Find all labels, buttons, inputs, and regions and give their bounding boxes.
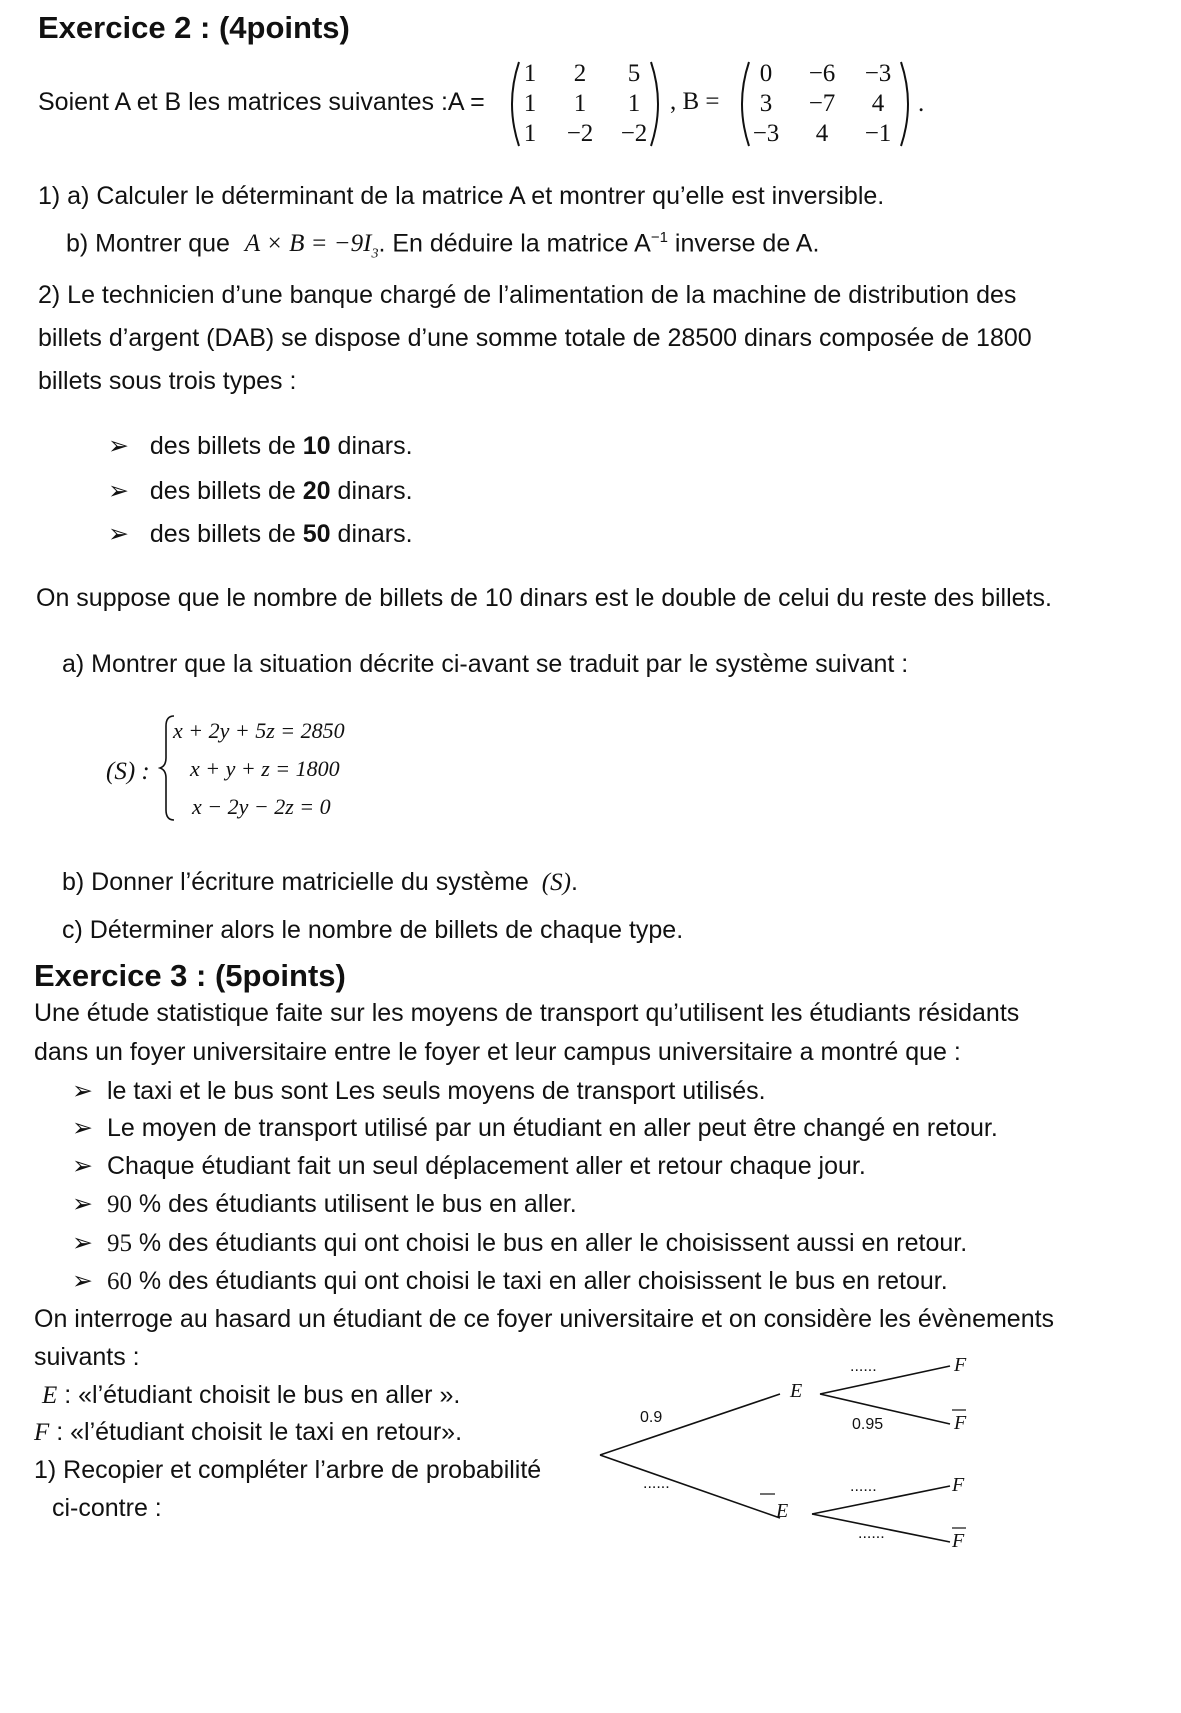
b-11: 0 [759, 60, 773, 87]
fact-text: Le moyen de transport utilisé par un étudiant en aller peut être changé en retour. [106, 1114, 998, 1142]
q1b-post: inverse de A. [667, 229, 820, 258]
q2b-end: . [570, 868, 578, 896]
matrix-b [735, 58, 915, 150]
system-eq-3: x − 2y − 2z = 0 [192, 794, 331, 819]
a-22: 1 [573, 90, 587, 117]
question-2-line-1: 2) Le technicien d’une banque chargé de l’alimentation de la machine de distribution des [38, 281, 1017, 309]
arrow-bullet-icon: ➢ [72, 1077, 93, 1105]
event-f-symbol: F [34, 1419, 50, 1446]
b-32: 4 [815, 120, 829, 147]
system-eq-2: x + y + z = 1800 [190, 756, 340, 781]
transport-fact-4 [72, 1189, 577, 1219]
q1b-sup: −1 [650, 229, 668, 246]
q1b-mid: . En déduire la matrice A [378, 229, 651, 258]
transport-fact-2 [72, 1113, 998, 1143]
question-1a: 1) a) Calculer le déterminant de la matrice A et montrer qu’elle est inversible. [38, 182, 885, 210]
b-23: 4 [871, 90, 885, 117]
question-2-line-3: billets sous trois types : [38, 367, 297, 395]
node-e: E [790, 1380, 803, 1402]
node-e-fbar: F [954, 1412, 967, 1434]
q1b-sub: 3 [371, 246, 379, 262]
prob-ebar: ...... [643, 1475, 670, 1492]
arrow-bullet-icon: ➢ [72, 1267, 93, 1295]
arrow-bullet-icon: ➢ [72, 1114, 93, 1142]
question-2b [62, 868, 578, 897]
fact-text: % des étudiants qui ont choisi le bus en aller le choisissent aussi en retour. [131, 1229, 968, 1257]
prob-e-f: ...... [850, 1358, 877, 1375]
exercise-3-title: Exercice 3 : (5points) [34, 958, 346, 993]
prob-ebar-fbar: ...... [858, 1525, 885, 1542]
node-ebar-fbar: F [952, 1530, 965, 1552]
arrow-bullet-icon: ➢ [72, 1152, 93, 1180]
arrow-bullet-icon: ➢ [108, 432, 129, 460]
a-21: 1 [523, 90, 537, 117]
arrow-bullet-icon: ➢ [72, 1229, 93, 1257]
bill-item-value: 20 [302, 477, 331, 505]
prob-e-fbar: 0.95 [852, 1416, 884, 1433]
q2b-system-symbol: (S) [541, 869, 571, 896]
arrow-bullet-icon: ➢ [108, 520, 129, 548]
bill-item-1 [108, 431, 413, 461]
matrices-end-dot: . [918, 90, 925, 117]
exercise-2-title: Exercice 2 : (4points) [38, 10, 350, 45]
branch-root-ebar [600, 1455, 780, 1518]
a-23: 1 [627, 90, 641, 117]
b-22: −7 [808, 90, 836, 117]
ex3-paragraph-1: Une étude statistique faite sur les moyens de transport qu’utilisent les étudiants résidants [34, 999, 1020, 1027]
b-13: −3 [864, 60, 892, 87]
branch-e-fbar [820, 1394, 950, 1424]
a-32: −2 [566, 120, 594, 147]
b-21: 3 [759, 90, 773, 117]
event-e-symbol: E [42, 1382, 58, 1409]
system-eq-1: x + 2y + 5z = 2850 [173, 718, 345, 743]
event-f-definition [34, 1418, 462, 1447]
fact-text: % des étudiants utilisent le bus en aller. [131, 1190, 577, 1218]
system-label: (S) : [106, 758, 150, 785]
bill-item-2 [108, 476, 413, 506]
a-11: 1 [523, 60, 537, 87]
event-e-definition [42, 1381, 460, 1410]
bill-item-text: des billets de [149, 477, 303, 505]
ex3-paragraph-4: suivants : [34, 1343, 140, 1371]
bill-item-value: 50 [302, 520, 331, 548]
arrow-bullet-icon: ➢ [72, 1190, 93, 1218]
transport-fact-5 [72, 1228, 967, 1258]
fact-percent: 90 [106, 1191, 132, 1218]
transport-fact-6 [72, 1266, 948, 1296]
branch-ebar-f [812, 1486, 950, 1514]
ex3-question-1-line-1: 1) Recopier et compléter l’arbre de probabilité [34, 1456, 542, 1484]
a-33: −2 [620, 120, 648, 147]
bill-item-text: des billets de [149, 520, 303, 548]
bill-item-unit: dinars. [330, 477, 413, 505]
transport-fact-1 [72, 1076, 766, 1106]
node-ebar: E [776, 1500, 789, 1522]
q1b-pre: b) Montrer que [66, 229, 230, 258]
b-equals: , B = [670, 88, 720, 115]
arrow-bullet-icon: ➢ [108, 477, 129, 505]
node-ebar-f: F [952, 1474, 965, 1496]
ex3-paragraph-3: On interroge au hasard un étudiant de ce foyer universitaire et on considère les évènements [34, 1305, 1055, 1333]
event-e-text: : «l’étudiant choisit le bus en aller ». [57, 1381, 461, 1409]
bill-item-unit: dinars. [330, 432, 413, 460]
fact-percent: 60 [106, 1268, 132, 1295]
bill-item-3 [108, 519, 413, 549]
a-12: 2 [573, 60, 587, 87]
question-2c: c) Déterminer alors le nombre de billets de chaque type. [62, 916, 684, 944]
a-31: 1 [523, 120, 537, 147]
fact-text: le taxi et le bus sont Les seuls moyens de transport utilisés. [106, 1077, 766, 1105]
branch-root-e [600, 1394, 780, 1455]
b-31: −3 [752, 120, 780, 147]
bill-item-unit: dinars. [330, 520, 413, 548]
fact-percent: 95 [106, 1230, 132, 1257]
b-12: −6 [808, 60, 836, 87]
matrix-a [505, 58, 665, 150]
event-f-text: : «l’étudiant choisit le taxi en retour». [49, 1418, 463, 1446]
supposition: On suppose que le nombre de billets de 10 dinars est le double de celui du reste des billets. [36, 584, 1052, 612]
matrices-intro: Soient A et B les matrices suivantes :A = [38, 88, 485, 116]
branch-e-f [820, 1366, 950, 1394]
fact-text: % des étudiants qui ont choisi le taxi en aller choisissent le bus en retour. [131, 1267, 948, 1295]
b-33: −1 [864, 120, 892, 147]
ex3-paragraph-2: dans un foyer universitaire entre le foyer et leur campus universitaire a montré que : [34, 1038, 961, 1066]
question-1b [66, 229, 819, 262]
prob-e: 0.9 [640, 1409, 663, 1426]
node-e-f: F [954, 1354, 967, 1376]
a-13: 5 [627, 60, 641, 87]
question-2-line-2: billets d’argent (DAB) se dispose d’une somme totale de 28500 dinars composée de 1800 [38, 324, 1032, 352]
transport-fact-3 [72, 1151, 866, 1181]
question-2a: a) Montrer que la situation décrite ci-avant se traduit par le système suivant : [62, 650, 909, 678]
ex3-question-1-line-2: ci-contre : [52, 1494, 162, 1522]
fact-text: Chaque étudiant fait un seul déplacement aller et retour chaque jour. [106, 1152, 866, 1180]
q1b-equation: A × B = −9I [244, 230, 372, 258]
bill-item-text: des billets de [149, 432, 303, 460]
bill-item-value: 10 [302, 432, 331, 460]
q2b-text: b) Donner l’écriture matricielle du système [62, 868, 529, 896]
prob-ebar-f: ...... [850, 1478, 877, 1495]
